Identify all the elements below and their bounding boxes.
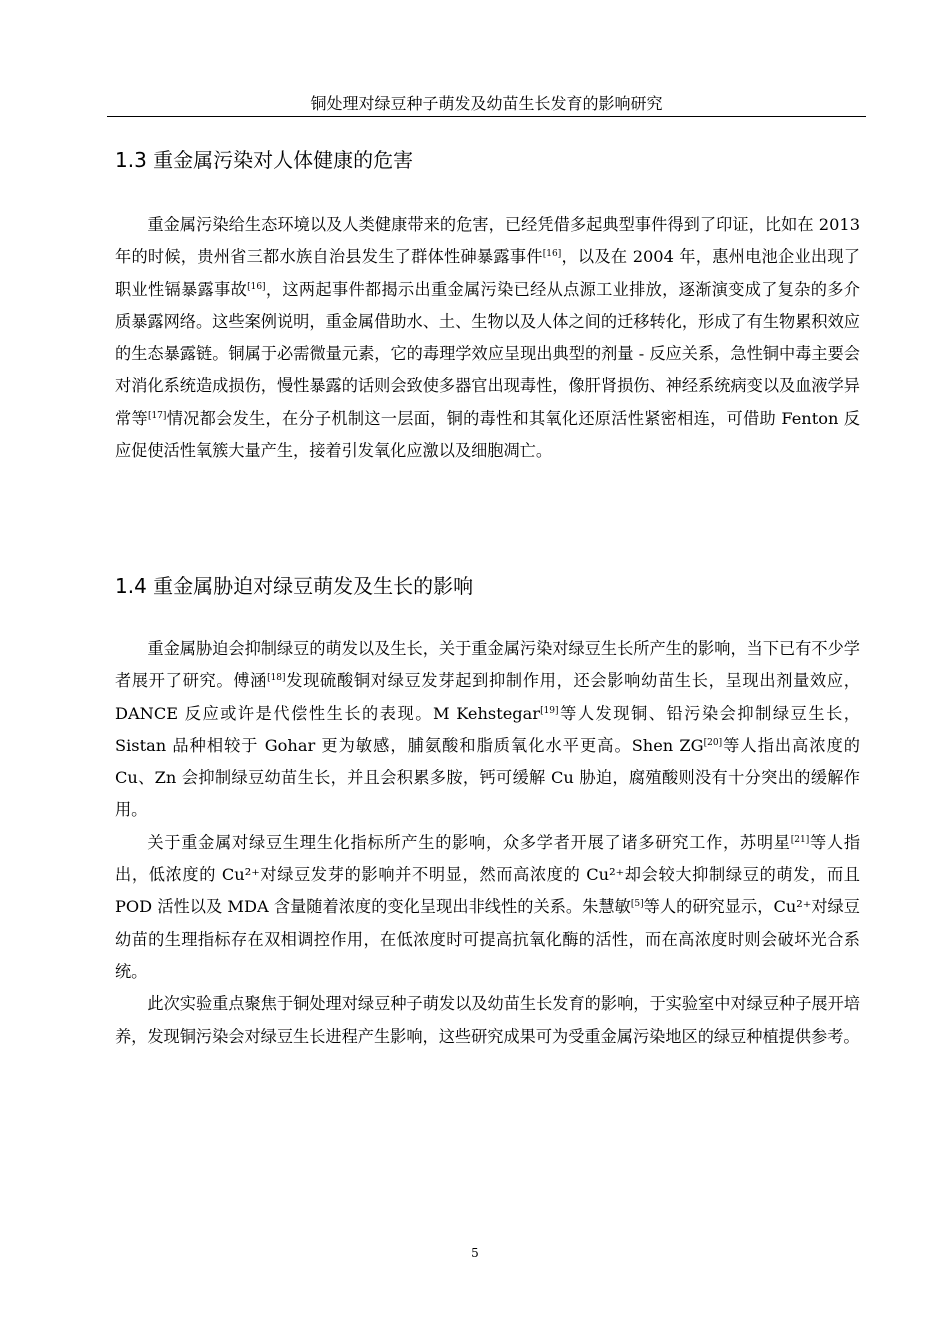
- body-paragraph: [115, 988, 860, 1053]
- text-run: 情况都会发生，在分子机制这一层面，铜的毒性和其氧化还原活性紧密相连，可借助 Fenton 反应促使活性氧簇大量产生，接着引发氧化应激以及细胞凋亡。: [115, 408, 860, 461]
- citation-marker: [16]: [542, 249, 562, 260]
- section-heading-1-4: 1.4 重金属胁迫对绿豆萌发及生长的影响: [115, 574, 474, 598]
- citation-marker: [5]: [630, 899, 644, 910]
- section-body-1-4: [115, 633, 860, 1053]
- citation-marker: [19]: [540, 705, 559, 716]
- text-run: ，这两起事件都揭示出重金属污染已经从点源工业排放，逐渐演变成了复杂的多介质暴露网络。这些案例说明，重金属借助水、土、生物以及人体之间的迁移转化，形成了有生物累积效应的生态暴露链。铜属于必需微量元素，它的毒理学效应呈现出典型的剂量 - 反应关系，急性铜中毒主要会对消化系统造成损伤，慢性暴露的话则会致使多器官出现毒性，像肝肾损伤、神经系统病变以及血液学异常等: [115, 279, 860, 428]
- text-run: 关于重金属对绿豆生理生化指标所产生的影响，众多学者开展了诸多研究工作，苏明星: [147, 832, 791, 852]
- citation-marker: [18]: [267, 673, 286, 684]
- text-run: 发现硫酸铜对绿豆发芽起到抑制作用，还会影响幼苗生长，呈现出剂量效应，DANCE 反应或许是代偿性生长的表现。M Kehstegar: [115, 671, 860, 723]
- text-run: 重金属污染给生态环境以及人类健康带来的危害，已经凭借多起典型事件得到了印证，比如在 2013 年的时候，贵州省三都水族自治县发生了群体性砷暴露事件: [115, 215, 860, 267]
- text-run: 等人发现铜、铅污染会抑制绿豆生长，Sistan 品种相较于 Gohar 更为敏感，脯氨酸和脂质氧化水平更高。Shen ZG: [115, 703, 860, 755]
- body-paragraph: [115, 827, 860, 988]
- section-body-1-3: [115, 209, 860, 467]
- text-run: 等人指出，低浓度的 Cu²⁺对绿豆发芽的影响并不明显，然而高浓度的 Cu²⁺却会较大抑制绿豆的萌发，而且 POD 活性以及 MDA 含量随着浓度的变化呈现出非线性的关系。朱慧敏: [115, 832, 861, 917]
- text-run: ，以及在 2004 年，惠州电池企业出现了职业性镉暴露事故: [115, 247, 860, 299]
- section-heading-1-3: 1.3 重金属污染对人体健康的危害: [115, 148, 414, 172]
- citation-marker: [20]: [703, 737, 723, 748]
- body-paragraph: [115, 633, 860, 827]
- running-header-title: 铜处理对绿豆种子萌发及幼苗生长发育的影响研究: [310, 94, 663, 113]
- page-number: 5: [471, 1246, 479, 1260]
- text-run: 重金属胁迫会抑制绿豆的萌发以及生长，关于重金属污染对绿豆生长所产生的影响，当下已有不少学者展开了研究。傅涵: [115, 639, 860, 691]
- body-paragraph: [115, 209, 860, 467]
- header-divider: [107, 116, 866, 117]
- text-run: 等人指出高浓度的 Cu、Zn 会抑制绿豆幼苗生长，并且会积累多胺，钙可缓解 Cu 胁迫，腐殖酸则没有十分突出的缓解作用。: [115, 735, 860, 820]
- citation-marker: [16]: [247, 281, 266, 292]
- text-run: 等人的研究显示，Cu²⁺对绿豆幼苗的生理指标存在双相调控作用，在低浓度时可提高抗氧化酶的活性，而在高浓度时则会破坏光合系统。: [115, 897, 860, 981]
- citation-marker: [17]: [147, 410, 167, 421]
- citation-marker: [21]: [790, 834, 810, 845]
- text-run: 此次实验重点聚焦于铜处理对绿豆种子萌发以及幼苗生长发育的影响，于实验室中对绿豆种子展开培养，发现铜污染会对绿豆生长进程产生影响，这些研究成果可为受重金属污染地区的绿豆种植提供参考。: [115, 994, 860, 1046]
